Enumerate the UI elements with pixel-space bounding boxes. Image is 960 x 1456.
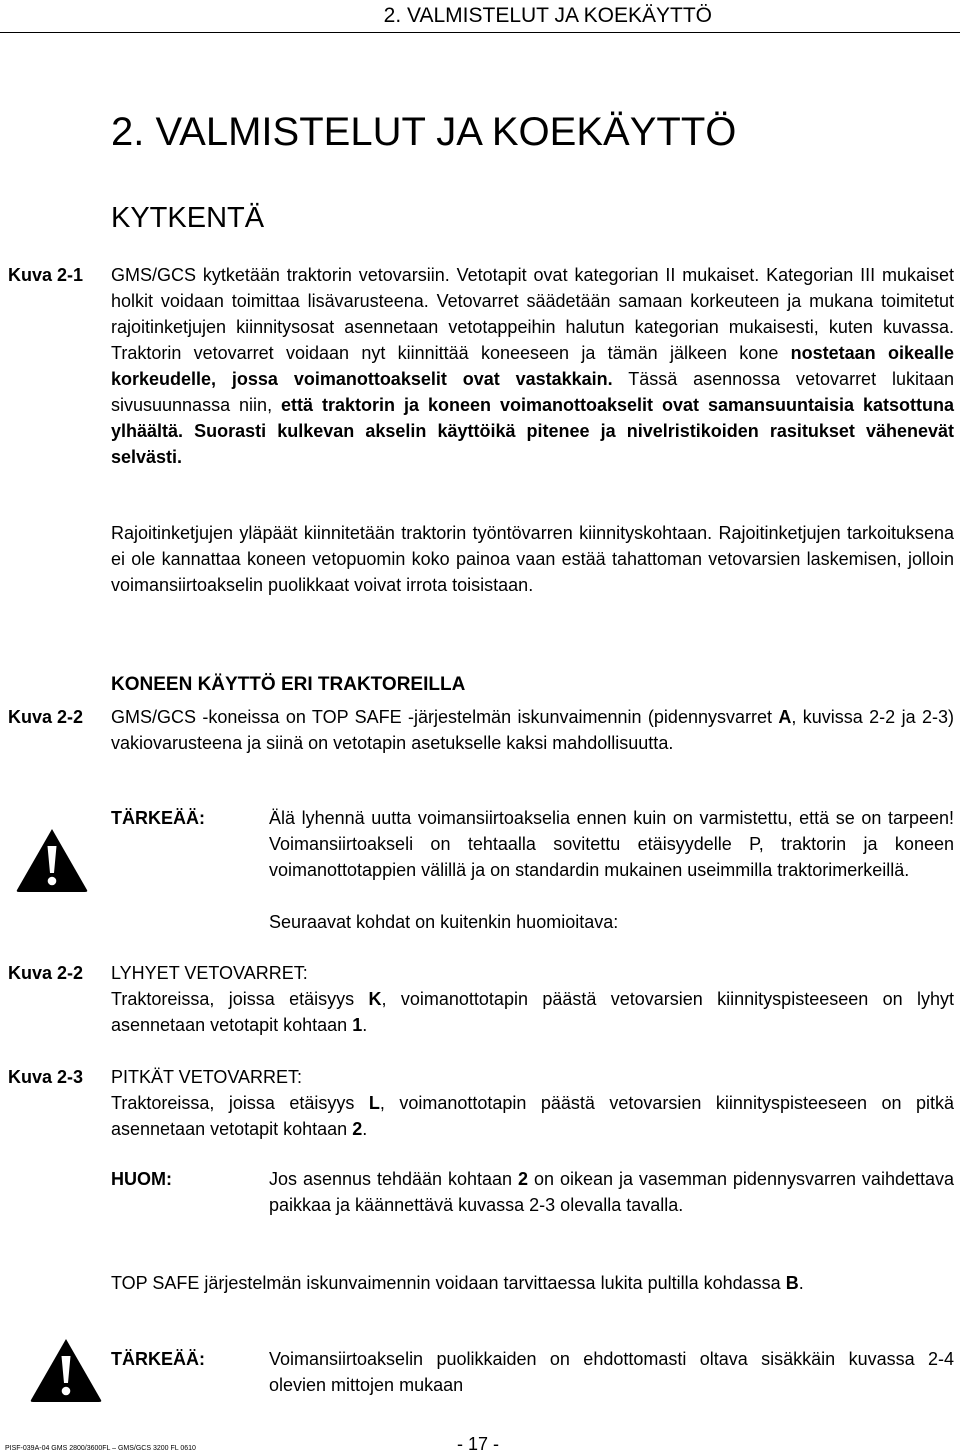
paragraph-kytkenta-1: GMS/GCS kytketään traktorin vetovarsiin. Vetotapit ovat kategorian II mukaiset. Kategorian III mukaiset holkit voidaan toimittaa lisävarusteena. Vetovarret säädetään samaan korkeuteen ja mukana toimitetut rajoitinketjujen kiinnitysosat asennetaan vetotappeihin halutun kategorian mukaisesti, kuten kuvassa. Traktorin vetovarret voidaan nyt kiinnittää koneeseen ja tämän jälkeen kone nostetaan oikealle korkeudelle, jossa voimanottoakselit ovat vastakkain. Tässä asennossa vetovarret lukitaan sivusuunnassa niin, että traktorin ja koneen voimanottoakselit ovat samansuuntaisia katsottuna ylhäältä. Suorasti kulkevan akselin käyttöikä pitenee ja nivelristikoiden rasitukset vähenevät selvästi. bbox=[111, 265, 954, 467]
note-keyword: HUOM: bbox=[111, 1169, 172, 1189]
warning-text-1b: Seuraavat kohdat on kuitenkin huomioitava: bbox=[269, 912, 619, 932]
topsafe-text: TOP SAFE järjestelmän iskunvaimennin voidaan tarvittaessa lukita pultilla kohdassa B. bbox=[111, 1273, 804, 1293]
warning-triangle-icon bbox=[28, 1336, 104, 1404]
page-number: - 17 - bbox=[457, 1434, 500, 1454]
long-bars-heading: PITKÄT VETOVARRET: bbox=[111, 1067, 303, 1087]
document-code: PISF-039A-04 GMS 2800/3600FL – GMS/GCS 3200 FL 0610 bbox=[5, 1445, 196, 1452]
figure-label-short: Kuva 2-2 bbox=[8, 963, 84, 983]
figure-label-2-1: Kuva 2-1 bbox=[8, 265, 84, 285]
warning-triangle-icon bbox=[14, 826, 90, 894]
short-bars-heading: LYHYET VETOVARRET: bbox=[111, 963, 308, 983]
running-header: 2. VALMISTELUT JA KOEKÄYTTÖ bbox=[383, 4, 712, 27]
warning-text-2: Voimansiirtoakselin puolikkaiden on ehdottomasti oltava sisäkkäin kuvassa 2-4 olevien mittojen mukaan bbox=[269, 1349, 954, 1395]
figure-label-long: Kuva 2-3 bbox=[8, 1067, 84, 1087]
figure-label-2-2: Kuva 2-2 bbox=[8, 707, 84, 727]
short-bars-text: Traktoreissa, joissa etäisyys K, voimanottotapin päästä vetovarsien kiinnityspisteeseen on lyhyt asennetaan vetotapit kohtaan 1. bbox=[111, 989, 955, 1035]
header-rule bbox=[0, 32, 960, 33]
paragraph-kytkenta-2: Rajoitinketjujen yläpäät kiinnitetään traktorin työntövarren kiinnityskohtaan. Rajoitinketjujen tarkoituksena ei ole kannattaa koneen vetopuomin koko painoa vaan estää tahattoman vetovarsien laskemisen, jolloin voimansiirtoakselin puolikkaat voivat irrota toisistaan. bbox=[111, 523, 954, 595]
section-heading-kytkenta: KYTKENTÄ bbox=[111, 202, 265, 234]
warning-keyword-1: TÄRKEÄÄ: bbox=[111, 808, 205, 828]
long-bars-text: Traktoreissa, joissa etäisyys L, voimanottotapin päästä vetovarsien kiinnityspisteeseen on pitkä asennetaan vetotapit kohtaan 2. bbox=[111, 1093, 955, 1139]
section-heading-kaytto: KONEEN KÄYTTÖ ERI TRAKTOREILLA bbox=[111, 674, 466, 695]
note-text: Jos asennus tehdään kohtaan 2 on oikean ja vasemman pidennysvarren vaihdettava paikkaa ja käännettävä kuvassa 2-3 olevalla tavalla. bbox=[269, 1169, 954, 1215]
warning-keyword-2: TÄRKEÄÄ: bbox=[111, 1349, 205, 1369]
paragraph-kaytto-1: GMS/GCS -koneissa on TOP SAFE -järjestelmän iskunvaimennin (pidennysvarret A, kuvissa 2-2 ja 2-3) vakiovarusteena ja siinä on vetotapin asetukselle kaksi mahdollisuutta. bbox=[111, 707, 954, 753]
chapter-title: 2. VALMISTELUT JA KOEKÄYTTÖ bbox=[111, 110, 737, 154]
warning-text-1: Älä lyhennä uutta voimansiirtoakselia ennen kuin on varmistettu, että se on tarpeen! Voimansiirtoakseli on tehtaalla sovitettu etäisyydelle P, traktorin ja koneen voimanottotappien välillä ja on standardin mukainen useimmilla traktorimerkeillä. bbox=[269, 808, 954, 880]
